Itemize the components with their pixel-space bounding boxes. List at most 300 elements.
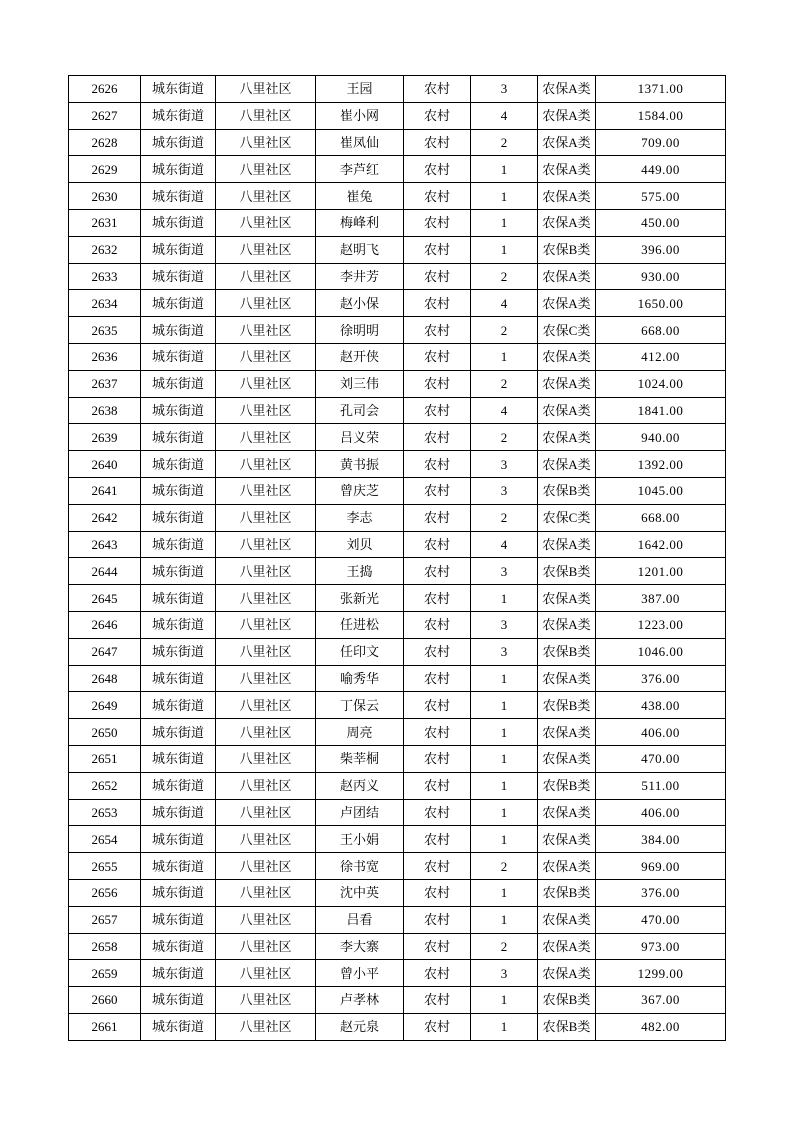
row-id: 2640: [69, 451, 141, 478]
person-name-cell: 王园: [316, 76, 404, 103]
table-row: [69, 987, 726, 1014]
insurance-category-cell: 农保A类: [538, 76, 596, 103]
table-row: [69, 638, 726, 665]
count-cell: 3: [471, 638, 538, 665]
community-cell: 八里社区: [216, 558, 316, 585]
amount-cell: 1841.00: [596, 397, 726, 424]
table-row: [69, 853, 726, 880]
row-id: 2645: [69, 585, 141, 612]
amount-cell: 376.00: [596, 879, 726, 906]
row-id: 2635: [69, 317, 141, 344]
person-name-cell: 周亮: [316, 719, 404, 746]
count-cell: 2: [471, 853, 538, 880]
person-name-cell: 李芦红: [316, 156, 404, 183]
community-cell: 八里社区: [216, 719, 316, 746]
area-type-cell: 农村: [404, 290, 471, 317]
community-cell: 八里社区: [216, 826, 316, 853]
insurance-category-cell: 农保B类: [538, 236, 596, 263]
insurance-category-cell: 农保A类: [538, 531, 596, 558]
amount-cell: 449.00: [596, 156, 726, 183]
person-name-cell: 柴莘桐: [316, 745, 404, 772]
row-id: 2647: [69, 638, 141, 665]
count-cell: 1: [471, 987, 538, 1014]
area-type-cell: 农村: [404, 424, 471, 451]
person-name-cell: 赵开侠: [316, 343, 404, 370]
row-id: 2652: [69, 772, 141, 799]
street-cell: 城东街道: [141, 76, 216, 103]
community-cell: 八里社区: [216, 745, 316, 772]
table-body: [69, 76, 726, 1041]
count-cell: 1: [471, 183, 538, 210]
amount-cell: 575.00: [596, 183, 726, 210]
community-cell: 八里社区: [216, 102, 316, 129]
person-name-cell: 曾小平: [316, 960, 404, 987]
insurance-category-cell: 农保B类: [538, 638, 596, 665]
table-row: [69, 370, 726, 397]
count-cell: 4: [471, 102, 538, 129]
area-type-cell: 农村: [404, 906, 471, 933]
insurance-category-cell: 农保B类: [538, 879, 596, 906]
area-type-cell: 农村: [404, 397, 471, 424]
table-row: [69, 879, 726, 906]
count-cell: 2: [471, 317, 538, 344]
community-cell: 八里社区: [216, 236, 316, 263]
amount-cell: 1642.00: [596, 531, 726, 558]
insurance-category-cell: 农保A类: [538, 156, 596, 183]
street-cell: 城东街道: [141, 317, 216, 344]
table-row: [69, 76, 726, 103]
count-cell: 4: [471, 397, 538, 424]
table-row: [69, 504, 726, 531]
amount-cell: 412.00: [596, 343, 726, 370]
community-cell: 八里社区: [216, 209, 316, 236]
count-cell: 2: [471, 424, 538, 451]
row-id: 2650: [69, 719, 141, 746]
street-cell: 城东街道: [141, 665, 216, 692]
person-name-cell: 李井芳: [316, 263, 404, 290]
amount-cell: 406.00: [596, 799, 726, 826]
table-row: [69, 156, 726, 183]
street-cell: 城东街道: [141, 424, 216, 451]
community-cell: 八里社区: [216, 397, 316, 424]
person-name-cell: 赵丙义: [316, 772, 404, 799]
row-id: 2628: [69, 129, 141, 156]
count-cell: 1: [471, 826, 538, 853]
row-id: 2656: [69, 879, 141, 906]
insurance-category-cell: 农保A类: [538, 209, 596, 236]
insurance-category-cell: 农保A类: [538, 665, 596, 692]
row-id: 2658: [69, 933, 141, 960]
count-cell: 2: [471, 263, 538, 290]
count-cell: 1: [471, 585, 538, 612]
area-type-cell: 农村: [404, 102, 471, 129]
count-cell: 3: [471, 76, 538, 103]
count-cell: 1: [471, 665, 538, 692]
street-cell: 城东街道: [141, 933, 216, 960]
insurance-category-cell: 农保A类: [538, 290, 596, 317]
street-cell: 城东街道: [141, 719, 216, 746]
count-cell: 2: [471, 370, 538, 397]
community-cell: 八里社区: [216, 692, 316, 719]
person-name-cell: 徐书宽: [316, 853, 404, 880]
area-type-cell: 农村: [404, 745, 471, 772]
insurance-category-cell: 农保B类: [538, 772, 596, 799]
community-cell: 八里社区: [216, 263, 316, 290]
count-cell: 1: [471, 236, 538, 263]
table-row: [69, 692, 726, 719]
person-name-cell: 卢团结: [316, 799, 404, 826]
community-cell: 八里社区: [216, 290, 316, 317]
insurance-category-cell: 农保A类: [538, 343, 596, 370]
person-name-cell: 徐明明: [316, 317, 404, 344]
insurance-category-cell: 农保A类: [538, 826, 596, 853]
person-name-cell: 任印文: [316, 638, 404, 665]
table-row: [69, 1013, 726, 1040]
row-id: 2630: [69, 183, 141, 210]
community-cell: 八里社区: [216, 451, 316, 478]
area-type-cell: 农村: [404, 960, 471, 987]
street-cell: 城东街道: [141, 826, 216, 853]
area-type-cell: 农村: [404, 504, 471, 531]
insurance-category-cell: 农保A类: [538, 263, 596, 290]
area-type-cell: 农村: [404, 611, 471, 638]
community-cell: 八里社区: [216, 933, 316, 960]
community-cell: 八里社区: [216, 76, 316, 103]
table-row: [69, 290, 726, 317]
person-name-cell: 崔小网: [316, 102, 404, 129]
street-cell: 城东街道: [141, 156, 216, 183]
community-cell: 八里社区: [216, 611, 316, 638]
table-row: [69, 585, 726, 612]
amount-cell: 450.00: [596, 209, 726, 236]
insurance-category-cell: 农保A类: [538, 370, 596, 397]
street-cell: 城东街道: [141, 987, 216, 1014]
insurance-category-cell: 农保A类: [538, 906, 596, 933]
amount-cell: 709.00: [596, 129, 726, 156]
table-row: [69, 933, 726, 960]
area-type-cell: 农村: [404, 236, 471, 263]
street-cell: 城东街道: [141, 370, 216, 397]
amount-cell: 396.00: [596, 236, 726, 263]
street-cell: 城东街道: [141, 879, 216, 906]
count-cell: 1: [471, 745, 538, 772]
area-type-cell: 农村: [404, 638, 471, 665]
amount-cell: 406.00: [596, 719, 726, 746]
person-name-cell: 赵小保: [316, 290, 404, 317]
community-cell: 八里社区: [216, 477, 316, 504]
table-row: [69, 745, 726, 772]
community-cell: 八里社区: [216, 799, 316, 826]
amount-cell: 1371.00: [596, 76, 726, 103]
community-cell: 八里社区: [216, 906, 316, 933]
street-cell: 城东街道: [141, 477, 216, 504]
insurance-category-cell: 农保C类: [538, 317, 596, 344]
street-cell: 城东街道: [141, 451, 216, 478]
street-cell: 城东街道: [141, 397, 216, 424]
table-row: [69, 719, 726, 746]
table-row: [69, 317, 726, 344]
count-cell: 4: [471, 290, 538, 317]
area-type-cell: 农村: [404, 183, 471, 210]
table-row: [69, 263, 726, 290]
street-cell: 城东街道: [141, 290, 216, 317]
street-cell: 城东街道: [141, 960, 216, 987]
count-cell: 1: [471, 906, 538, 933]
community-cell: 八里社区: [216, 317, 316, 344]
count-cell: 3: [471, 611, 538, 638]
row-id: 2653: [69, 799, 141, 826]
person-name-cell: 孔司会: [316, 397, 404, 424]
amount-cell: 1299.00: [596, 960, 726, 987]
person-name-cell: 王捣: [316, 558, 404, 585]
area-type-cell: 农村: [404, 933, 471, 960]
insurance-category-cell: 农保A类: [538, 853, 596, 880]
area-type-cell: 农村: [404, 987, 471, 1014]
amount-cell: 367.00: [596, 987, 726, 1014]
row-id: 2654: [69, 826, 141, 853]
amount-cell: 973.00: [596, 933, 726, 960]
amount-cell: 1046.00: [596, 638, 726, 665]
row-id: 2660: [69, 987, 141, 1014]
count-cell: 1: [471, 772, 538, 799]
count-cell: 1: [471, 692, 538, 719]
community-cell: 八里社区: [216, 853, 316, 880]
community-cell: 八里社区: [216, 772, 316, 799]
row-id: 2659: [69, 960, 141, 987]
count-cell: 2: [471, 129, 538, 156]
amount-cell: 1223.00: [596, 611, 726, 638]
area-type-cell: 农村: [404, 209, 471, 236]
row-id: 2641: [69, 477, 141, 504]
street-cell: 城东街道: [141, 611, 216, 638]
count-cell: 2: [471, 933, 538, 960]
amount-cell: 1201.00: [596, 558, 726, 585]
amount-cell: 1584.00: [596, 102, 726, 129]
insurance-category-cell: 农保A类: [538, 960, 596, 987]
insurance-category-cell: 农保B类: [538, 987, 596, 1014]
insurance-category-cell: 农保A类: [538, 611, 596, 638]
person-name-cell: 任进松: [316, 611, 404, 638]
count-cell: 4: [471, 531, 538, 558]
count-cell: 1: [471, 719, 538, 746]
table-row: [69, 102, 726, 129]
street-cell: 城东街道: [141, 799, 216, 826]
street-cell: 城东街道: [141, 853, 216, 880]
row-id: 2636: [69, 343, 141, 370]
amount-cell: 482.00: [596, 1013, 726, 1040]
row-id: 2633: [69, 263, 141, 290]
amount-cell: 384.00: [596, 826, 726, 853]
table-row: [69, 665, 726, 692]
street-cell: 城东街道: [141, 906, 216, 933]
row-id: 2632: [69, 236, 141, 263]
community-cell: 八里社区: [216, 879, 316, 906]
amount-cell: 376.00: [596, 665, 726, 692]
area-type-cell: 农村: [404, 263, 471, 290]
person-name-cell: 李志: [316, 504, 404, 531]
street-cell: 城东街道: [141, 1013, 216, 1040]
area-type-cell: 农村: [404, 665, 471, 692]
community-cell: 八里社区: [216, 183, 316, 210]
row-id: 2643: [69, 531, 141, 558]
community-cell: 八里社区: [216, 585, 316, 612]
street-cell: 城东街道: [141, 585, 216, 612]
insurance-category-cell: 农保B类: [538, 558, 596, 585]
area-type-cell: 农村: [404, 1013, 471, 1040]
row-id: 2649: [69, 692, 141, 719]
count-cell: 3: [471, 960, 538, 987]
table-row: [69, 531, 726, 558]
community-cell: 八里社区: [216, 129, 316, 156]
amount-cell: 438.00: [596, 692, 726, 719]
person-name-cell: 沈中英: [316, 879, 404, 906]
person-name-cell: 吕看: [316, 906, 404, 933]
person-name-cell: 崔兔: [316, 183, 404, 210]
row-id: 2644: [69, 558, 141, 585]
amount-cell: 1650.00: [596, 290, 726, 317]
community-cell: 八里社区: [216, 424, 316, 451]
area-type-cell: 农村: [404, 772, 471, 799]
amount-cell: 930.00: [596, 263, 726, 290]
table-row: [69, 424, 726, 451]
area-type-cell: 农村: [404, 879, 471, 906]
street-cell: 城东街道: [141, 183, 216, 210]
insurance-category-cell: 农保A类: [538, 585, 596, 612]
street-cell: 城东街道: [141, 531, 216, 558]
count-cell: 2: [471, 504, 538, 531]
insurance-category-cell: 农保B类: [538, 477, 596, 504]
count-cell: 1: [471, 343, 538, 370]
community-cell: 八里社区: [216, 504, 316, 531]
insurance-category-cell: 农保A类: [538, 102, 596, 129]
amount-cell: 668.00: [596, 504, 726, 531]
area-type-cell: 农村: [404, 692, 471, 719]
street-cell: 城东街道: [141, 772, 216, 799]
benefits-table: [68, 75, 726, 1041]
street-cell: 城东街道: [141, 504, 216, 531]
count-cell: 1: [471, 879, 538, 906]
table-row: [69, 397, 726, 424]
area-type-cell: 农村: [404, 853, 471, 880]
person-name-cell: 丁保云: [316, 692, 404, 719]
person-name-cell: 卢孝林: [316, 987, 404, 1014]
count-cell: 1: [471, 799, 538, 826]
table-row: [69, 236, 726, 263]
row-id: 2646: [69, 611, 141, 638]
table-row: [69, 209, 726, 236]
row-id: 2648: [69, 665, 141, 692]
person-name-cell: 赵元泉: [316, 1013, 404, 1040]
person-name-cell: 王小娟: [316, 826, 404, 853]
amount-cell: 1045.00: [596, 477, 726, 504]
area-type-cell: 农村: [404, 719, 471, 746]
row-id: 2634: [69, 290, 141, 317]
community-cell: 八里社区: [216, 1013, 316, 1040]
row-id: 2626: [69, 76, 141, 103]
insurance-category-cell: 农保B类: [538, 692, 596, 719]
row-id: 2655: [69, 853, 141, 880]
area-type-cell: 农村: [404, 343, 471, 370]
insurance-category-cell: 农保A类: [538, 933, 596, 960]
count-cell: 3: [471, 451, 538, 478]
table-row: [69, 960, 726, 987]
insurance-category-cell: 农保A类: [538, 397, 596, 424]
area-type-cell: 农村: [404, 76, 471, 103]
insurance-category-cell: 农保C类: [538, 504, 596, 531]
person-name-cell: 喻秀华: [316, 665, 404, 692]
community-cell: 八里社区: [216, 531, 316, 558]
person-name-cell: 张新光: [316, 585, 404, 612]
area-type-cell: 农村: [404, 156, 471, 183]
street-cell: 城东街道: [141, 236, 216, 263]
area-type-cell: 农村: [404, 585, 471, 612]
area-type-cell: 农村: [404, 558, 471, 585]
table-row: [69, 477, 726, 504]
count-cell: 3: [471, 558, 538, 585]
person-name-cell: 赵明飞: [316, 236, 404, 263]
row-id: 2639: [69, 424, 141, 451]
amount-cell: 969.00: [596, 853, 726, 880]
table-row: [69, 611, 726, 638]
area-type-cell: 农村: [404, 317, 471, 344]
row-id: 2631: [69, 209, 141, 236]
table-row: [69, 799, 726, 826]
row-id: 2651: [69, 745, 141, 772]
community-cell: 八里社区: [216, 960, 316, 987]
amount-cell: 940.00: [596, 424, 726, 451]
area-type-cell: 农村: [404, 826, 471, 853]
table-row: [69, 451, 726, 478]
table-row: [69, 343, 726, 370]
row-id: 2637: [69, 370, 141, 397]
person-name-cell: 黄书振: [316, 451, 404, 478]
insurance-category-cell: 农保A类: [538, 424, 596, 451]
person-name-cell: 梅峰利: [316, 209, 404, 236]
count-cell: 1: [471, 209, 538, 236]
table-row: [69, 906, 726, 933]
street-cell: 城东街道: [141, 638, 216, 665]
person-name-cell: 曾庆芝: [316, 477, 404, 504]
community-cell: 八里社区: [216, 987, 316, 1014]
row-id: 2629: [69, 156, 141, 183]
area-type-cell: 农村: [404, 451, 471, 478]
area-type-cell: 农村: [404, 477, 471, 504]
street-cell: 城东街道: [141, 558, 216, 585]
count-cell: 3: [471, 477, 538, 504]
person-name-cell: 李大寨: [316, 933, 404, 960]
count-cell: 1: [471, 156, 538, 183]
insurance-category-cell: 农保A类: [538, 745, 596, 772]
row-id: 2657: [69, 906, 141, 933]
street-cell: 城东街道: [141, 102, 216, 129]
count-cell: 1: [471, 1013, 538, 1040]
area-type-cell: 农村: [404, 129, 471, 156]
area-type-cell: 农村: [404, 531, 471, 558]
row-id: 2661: [69, 1013, 141, 1040]
table-row: [69, 129, 726, 156]
person-name-cell: 刘三伟: [316, 370, 404, 397]
insurance-category-cell: 农保A类: [538, 129, 596, 156]
insurance-category-cell: 农保B类: [538, 1013, 596, 1040]
community-cell: 八里社区: [216, 638, 316, 665]
insurance-category-cell: 农保A类: [538, 719, 596, 746]
row-id: 2627: [69, 102, 141, 129]
insurance-category-cell: 农保A类: [538, 451, 596, 478]
amount-cell: 1392.00: [596, 451, 726, 478]
amount-cell: 387.00: [596, 585, 726, 612]
amount-cell: 1024.00: [596, 370, 726, 397]
street-cell: 城东街道: [141, 129, 216, 156]
